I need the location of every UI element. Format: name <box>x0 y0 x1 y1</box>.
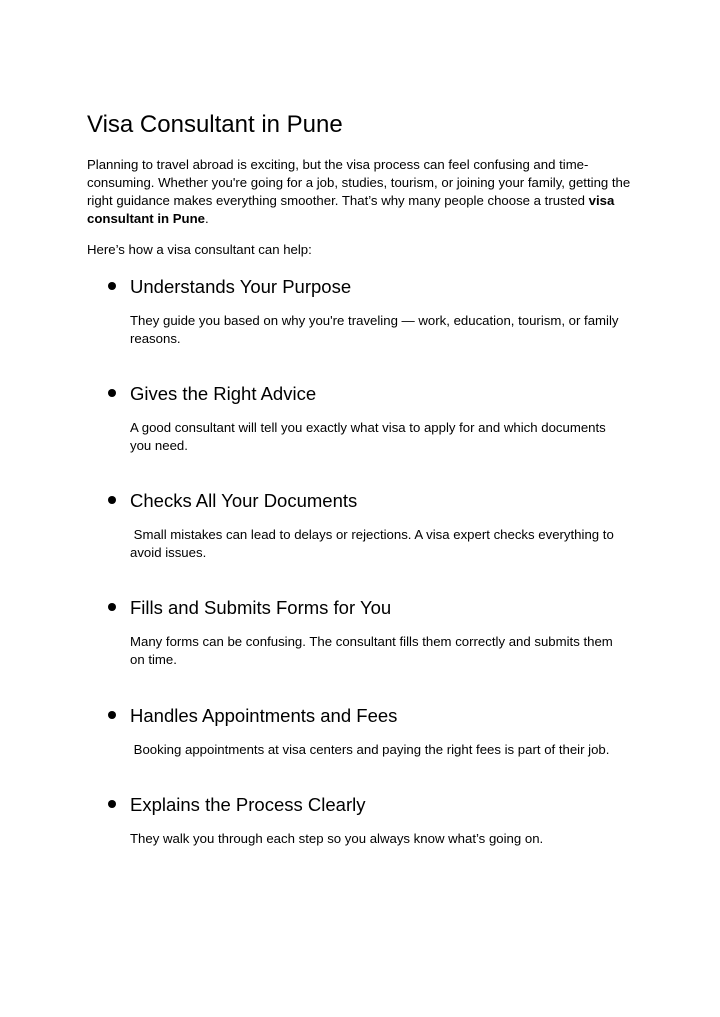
bullet-icon <box>108 711 116 719</box>
intro-bold-keyword: visa consultant in Pune <box>87 193 615 226</box>
bullet-icon <box>108 389 116 397</box>
bullet-icon <box>108 282 116 290</box>
bullet-icon <box>108 603 116 611</box>
intro-text-end: . <box>204 211 209 226</box>
intro-paragraph <box>87 156 637 228</box>
list-item-description: Booking appointments at visa centers and paying the right fees is part of their job. <box>130 742 610 757</box>
list-item-description: They walk you through each step so you always know what’s going on. <box>130 831 544 846</box>
intro-text: Planning to travel abroad is exciting, but the visa process can feel confusing and time-consuming. Whether you're going for a job, studies, tourism, or joining your family, getting the right guidance makes everything smoother. That’s why many people choose a trusted <box>87 157 631 208</box>
list-item-heading: Fills and Submits Forms for You <box>130 597 392 618</box>
list-item-heading: Explains the Process Clearly <box>130 794 366 815</box>
list-item-heading: Checks All Your Documents <box>130 490 358 511</box>
page-title: Visa Consultant in Pune <box>87 111 343 138</box>
list-item-description: A good consultant will tell you exactly what visa to apply for and which documents you need. <box>130 420 606 453</box>
lead-sentence: Here’s how a visa consultant can help: <box>87 242 312 257</box>
list-item-heading: Handles Appointments and Fees <box>130 705 398 726</box>
bullet-icon <box>108 496 116 504</box>
list-item-description: Many forms can be confusing. The consultant fills them correctly and submits them on time. <box>130 634 613 667</box>
list-item-heading: Understands Your Purpose <box>130 276 352 297</box>
list-item-description: They guide you based on why you're traveling — work, education, tourism, or family reasons. <box>130 313 619 346</box>
bullet-icon <box>108 800 116 808</box>
list-item-description: Small mistakes can lead to delays or rejections. A visa expert checks everything to avoid issues. <box>130 527 618 560</box>
list-item-heading: Gives the Right Advice <box>130 383 317 404</box>
